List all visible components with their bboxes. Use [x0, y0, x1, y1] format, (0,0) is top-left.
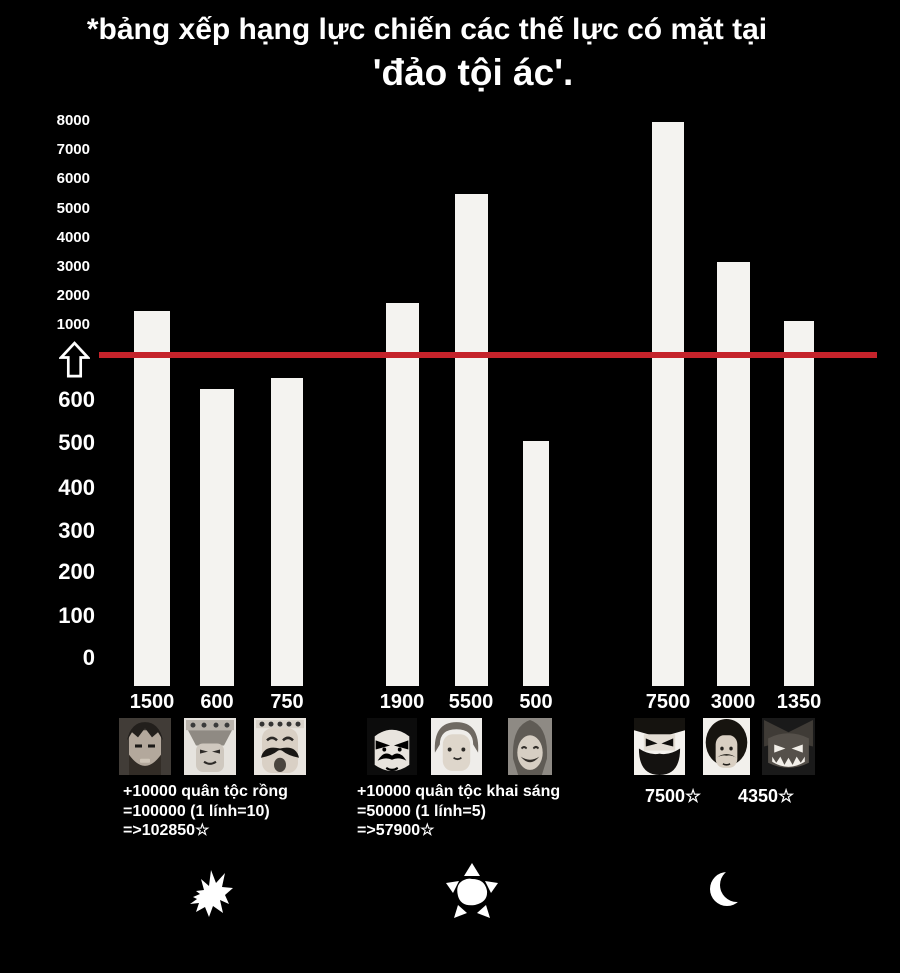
bearded-warrior-avatar [119, 718, 171, 775]
group2-note-line2: =50000 (1 lính=5) [357, 802, 486, 820]
sun-icon [441, 860, 503, 928]
group1-note [123, 782, 288, 841]
chart-title-line1: *bảng xếp hạng lực chiến các thế lực có mặt tại [86, 13, 768, 46]
demon-face-avatar [762, 718, 815, 775]
ytick-1000: 1000 [56, 316, 90, 333]
bob-haired-youth-avatar [431, 718, 482, 775]
hooded-grinner-avatar [508, 718, 552, 775]
threshold-line [99, 352, 877, 358]
ytick-200: 200 [58, 559, 95, 584]
ytick-500: 500 [58, 430, 95, 455]
bar-7500 [652, 122, 684, 686]
ytick-300: 300 [58, 518, 95, 543]
ytick-100: 100 [58, 603, 95, 628]
bar-1500 [134, 311, 170, 686]
group3-score-1: 7500☆ [645, 786, 702, 806]
ytick-600: 600 [58, 387, 95, 412]
bar-label-7500: 7500 [645, 691, 691, 713]
bar-3000 [717, 262, 750, 686]
bar-label-1500: 1500 [129, 691, 175, 713]
ytick-8000: 8000 [56, 112, 90, 129]
up-arrow-icon [59, 341, 90, 378]
bar-label-600: 600 [200, 691, 234, 713]
crescent-moon-icon [708, 864, 750, 914]
bar-label-1900: 1900 [379, 691, 425, 713]
dark-general-avatar [367, 718, 417, 775]
bar-600 [200, 389, 234, 686]
group1-note-line3: =>102850☆ [123, 822, 210, 839]
bar-1900 [386, 303, 419, 686]
ytick-6000: 6000 [56, 170, 90, 187]
dragon-icon [180, 864, 238, 922]
ytick-0: 0 [82, 645, 95, 670]
bar-500 [523, 441, 549, 686]
bar-5500 [455, 194, 488, 686]
group1-note-line2: =100000 (1 lính=10) [123, 802, 270, 820]
crowned-soldier-avatar [184, 718, 236, 775]
ytick-7000: 7000 [56, 141, 90, 158]
bar-label-5500: 5500 [448, 691, 494, 713]
ytick-5000: 5000 [56, 200, 90, 217]
ytick-4000: 4000 [56, 229, 90, 246]
group1-note-line1: +10000 quân tộc rồng [123, 783, 288, 800]
bar-750 [271, 378, 303, 686]
bar-label-750: 750 [270, 691, 304, 713]
group2-note [357, 782, 560, 841]
group3-score-2: 4350☆ [738, 786, 795, 806]
bar-label-3000: 3000 [710, 691, 756, 713]
bar-1350 [784, 321, 814, 686]
bar-label-1350: 1350 [776, 691, 822, 713]
ytick-2000: 2000 [56, 287, 90, 304]
group2-note-line3: =>57900☆ [357, 822, 435, 839]
mustached-king-avatar [254, 718, 306, 775]
afro-haired-man-avatar [703, 718, 750, 775]
group2-note-line1: +10000 quân tộc khai sáng [357, 783, 561, 800]
chart-title-line2: 'đảo tội ác'. [372, 52, 574, 93]
black-bearded-boss-avatar [634, 718, 685, 775]
ytick-3000: 3000 [56, 258, 90, 275]
ytick-400: 400 [58, 475, 95, 500]
bar-label-500: 500 [519, 691, 553, 713]
